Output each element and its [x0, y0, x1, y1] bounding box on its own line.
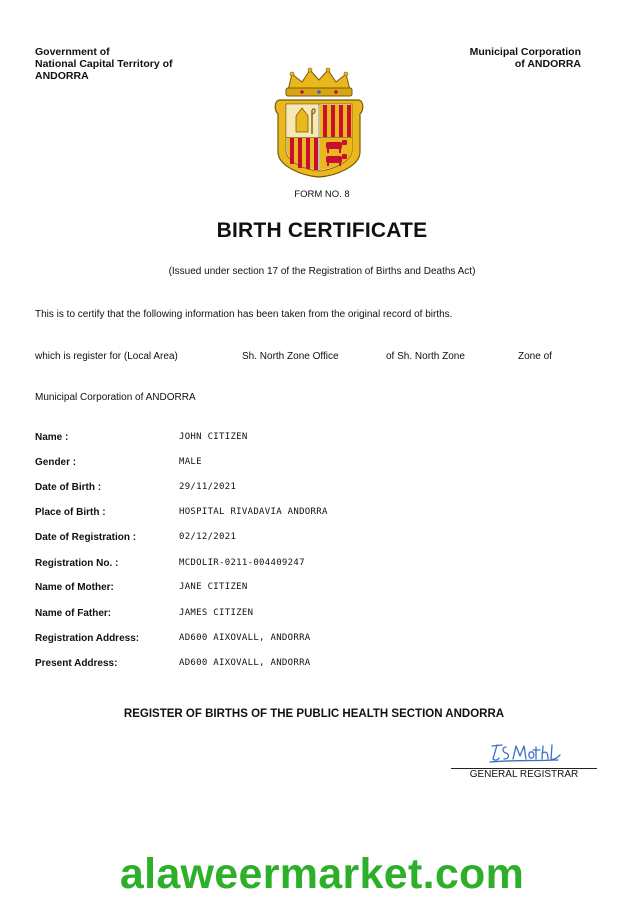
field-value: JAMES CITIZEN: [179, 608, 254, 618]
header-line: of ANDORRA: [514, 58, 581, 70]
field-row-gender: [35, 457, 595, 475]
header-line: Municipal Corporation: [469, 46, 581, 58]
header-line: National Capital Territory of: [35, 58, 173, 70]
certification-statement: This is to certify that the following information has been taken from the original record of births.: [35, 309, 453, 320]
field-label: Name of Father:: [35, 608, 112, 619]
field-label: Place of Birth :: [35, 507, 106, 518]
field-value: MALE: [179, 457, 202, 467]
field-label: Registration No. :: [35, 558, 119, 569]
field-value: MCDOLIR-0211-004409247: [179, 558, 305, 568]
field-label: Name of Mother:: [35, 582, 114, 593]
field-row-present-address: [35, 658, 595, 676]
field-label: Registration Address:: [35, 633, 140, 644]
issuer-government-header: [35, 46, 235, 82]
registrar-label: GENERAL REGISTRAR: [469, 769, 579, 780]
field-row-name: [35, 432, 595, 450]
document-title: BIRTH CERTIFICATE: [216, 219, 428, 242]
register-office-name: Sh. North Zone Office: [242, 351, 339, 362]
field-row-registration-no: [35, 558, 595, 576]
field-row-date-of-registration: [35, 532, 595, 550]
header-line: ANDORRA: [35, 70, 89, 82]
field-row-father-name: [35, 608, 595, 626]
field-value: 29/11/2021: [179, 482, 237, 492]
crown-icon: [286, 68, 352, 96]
register-local-area-label: which is register for (Local Area): [35, 351, 178, 362]
form-number: FORM NO. 8: [294, 189, 350, 200]
register-zone-name: of Sh. North Zone: [386, 351, 465, 362]
register-footer-title: REGISTER OF BIRTHS OF THE PUBLIC HEALTH SECTION ANDORRA: [123, 708, 505, 720]
field-label: Name :: [35, 432, 69, 443]
municipal-corporation-line: Municipal Corporation of ANDORRA: [35, 392, 196, 403]
field-value: AD600 AIXOVALL, ANDORRA: [179, 658, 311, 668]
issuer-municipal-header: [381, 46, 581, 70]
coat-of-arms-emblem: [272, 66, 366, 178]
field-value: AD600 AIXOVALL, ANDORRA: [179, 633, 311, 643]
website-watermark: alaweermarket.com: [119, 850, 525, 898]
field-value: HOSPITAL RIVADAVIA ANDORRA: [179, 507, 328, 517]
field-row-mother-name: [35, 582, 595, 600]
field-row-registration-address: [35, 633, 595, 651]
field-label: Date of Registration :: [35, 532, 137, 543]
field-value: JANE CITIZEN: [179, 582, 248, 592]
registrar-signature: [486, 738, 564, 766]
field-value: 02/12/2021: [179, 532, 237, 542]
register-zone-of: Zone of: [518, 351, 552, 362]
field-label: Gender :: [35, 457, 77, 468]
field-label: Present Address:: [35, 658, 118, 669]
header-line: Government of: [35, 46, 110, 58]
field-row-place-of-birth: [35, 507, 595, 525]
field-label: Date of Birth :: [35, 482, 102, 493]
field-row-date-of-birth: [35, 482, 595, 500]
document-subtitle: (Issued under section 17 of the Registration of Births and Deaths Act): [168, 266, 476, 277]
field-value: JOHN CITIZEN: [179, 432, 248, 442]
